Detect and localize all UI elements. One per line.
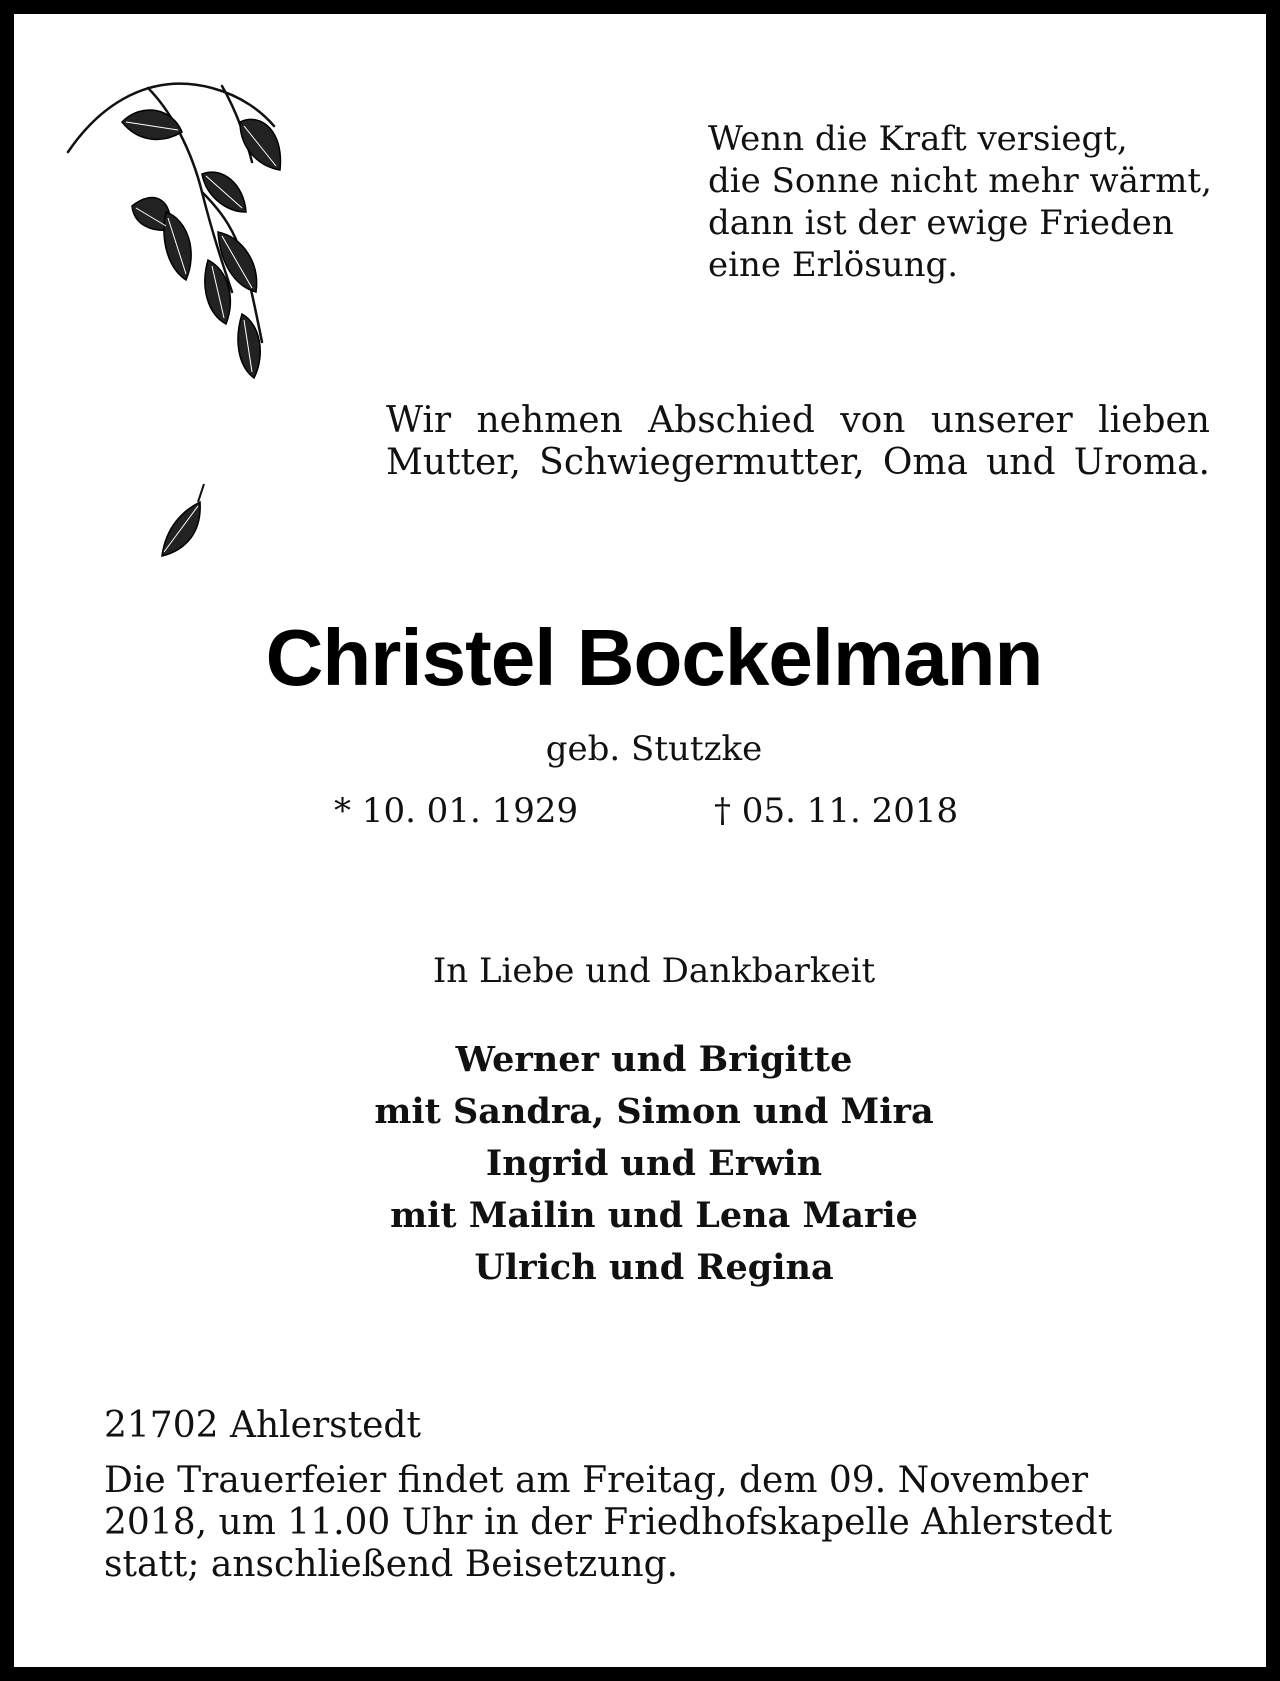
family-line: mit Mailin und Lena Marie: [390, 1195, 918, 1236]
farewell-intro: [386, 400, 1210, 484]
family-line: Ingrid und Erwin: [485, 1143, 823, 1184]
poem-line: die Sonne nicht mehr wärmt,: [708, 161, 1212, 201]
falling-leaf-icon: [162, 484, 204, 556]
death-date: † 05. 11. 2018: [714, 791, 959, 831]
maiden-name: geb. Stutzke: [545, 729, 763, 769]
dedication: In Liebe und Dankbarkeit: [432, 951, 876, 991]
poem-line: Wenn die Kraft versiegt,: [708, 119, 1128, 159]
poem: [708, 118, 1228, 286]
poem-line: eine Erlösung.: [708, 245, 959, 285]
family-line: Werner und Brigitte: [455, 1039, 853, 1080]
service-line: statt; anschließend Beisetzung.: [104, 1544, 679, 1585]
deceased-name: Christel Bockelmann: [265, 613, 1043, 702]
place: 21702 Ahlerstedt: [104, 1405, 421, 1446]
family-line: Ulrich und Regina: [474, 1247, 834, 1288]
service-line: 2018, um 11.00 Uhr in der Friedhofskapelle Ahlerstedt: [104, 1502, 1113, 1543]
service-notice: [104, 1460, 1224, 1586]
family-line: mit Sandra, Simon und Mira: [374, 1091, 934, 1132]
birth-date: * 10. 01. 1929: [334, 791, 579, 831]
family-list: [14, 1034, 1280, 1294]
intro-line: Wir nehmen Abschied von unserer lieben: [386, 400, 1210, 441]
birch-branch-icon: [62, 62, 322, 602]
intro-line: Mutter, Schwiegermutter, Oma und Uroma.: [386, 442, 1210, 483]
service-line: Die Trauerfeier findet am Freitag, dem 09. November: [104, 1460, 1089, 1501]
poem-line: dann ist der ewige Frieden: [708, 203, 1174, 243]
